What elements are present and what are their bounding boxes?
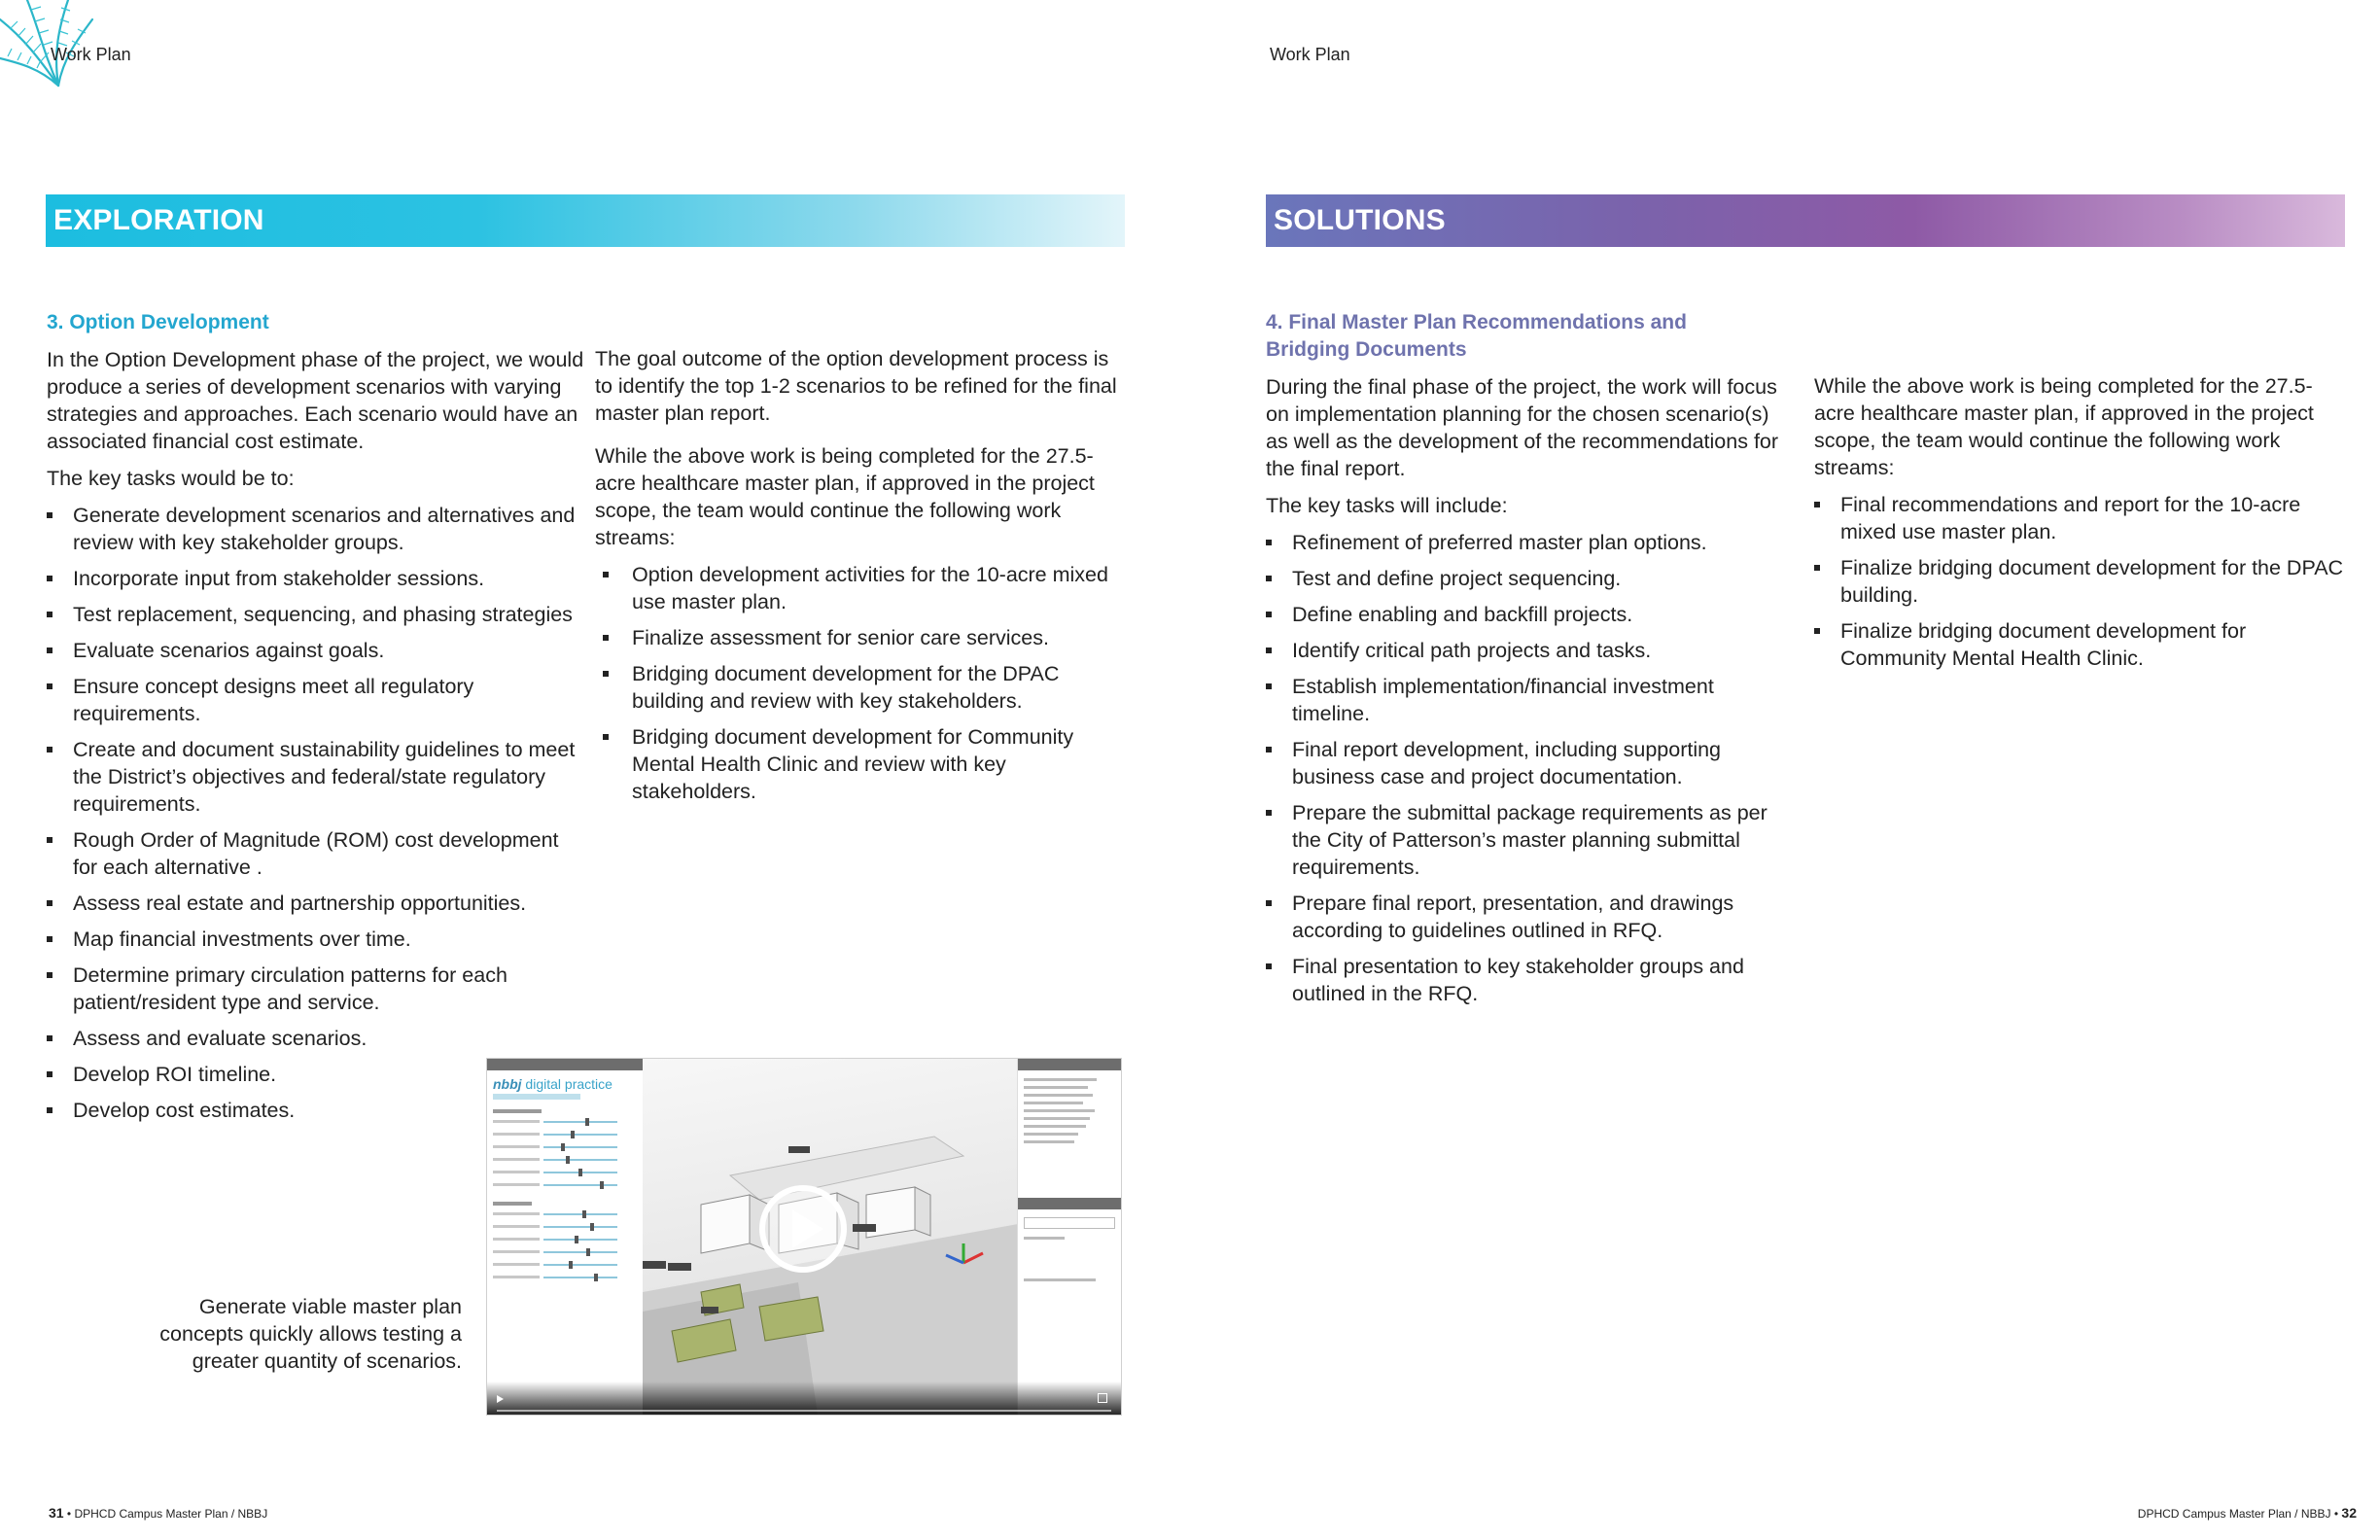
list-item: Finalize assessment for senior care services. [595, 624, 1120, 651]
slider[interactable] [493, 1260, 637, 1270]
stats-table [1024, 1078, 1115, 1143]
section-banner-solutions: SOLUTIONS [1266, 194, 2345, 247]
slider[interactable] [493, 1142, 637, 1152]
slider[interactable] [493, 1130, 637, 1139]
section-heading: 3. Option Development [47, 311, 269, 333]
list-item: Assess real estate and partnership opportunities. [47, 890, 587, 917]
list-item: Map financial investments over time. [47, 926, 587, 953]
tasks-lead: The key tasks will include: [1266, 494, 1508, 517]
list-item: Option development activities for the 10-acre mixed use master plan. [595, 561, 1120, 615]
toolkit-brand: nbbj digital practice [493, 1076, 612, 1092]
page-number: 32 [2341, 1505, 2357, 1521]
list-item: Finalize bridging document development for the DPAC building. [1814, 554, 2345, 609]
toolkit-subtitle-mark [493, 1094, 580, 1100]
list-item: Refinement of preferred master plan options. [1266, 529, 1796, 556]
3d-site-model [643, 1059, 1018, 1415]
continue-paragraph: While the above work is being completed for the 27.5-acre healthcare master plan, if approved in the project scope, the team would continue the following work streams: [1814, 374, 2314, 479]
continue-paragraph: While the above work is being completed for the 27.5-acre healthcare master plan, if approved in the project scope, the team would continue the following work streams: [595, 444, 1095, 549]
intro-paragraph: During the final phase of the project, the work will focus on implementation planning for the chosen scenario(s) as well as the development of the recommendations for the final report. [1266, 375, 1779, 480]
video-controls[interactable] [487, 1382, 1121, 1415]
list-item: Define enabling and backfill projects. [1266, 601, 1796, 628]
slider[interactable] [493, 1247, 637, 1257]
slider[interactable] [493, 1222, 637, 1232]
panel-titlebar [1018, 1198, 1121, 1209]
slider[interactable] [493, 1180, 637, 1190]
list-item: Prepare final report, presentation, and drawings according to guidelines outlined in RFQ. [1266, 890, 1796, 944]
list-item: Create and document sustainability guidelines to meet the District’s objectives and federal/state regulatory requirements. [47, 736, 587, 818]
fullscreen-icon[interactable] [1098, 1393, 1107, 1403]
slider[interactable] [493, 1235, 637, 1244]
footer-title: DPHCD Campus Master Plan / NBBJ [2137, 1507, 2331, 1521]
section-heading: 4. Final Master Plan Recommendations and Bridging Documents [1266, 311, 1687, 361]
task-list [1266, 529, 1796, 1007]
toolkit-video[interactable] [486, 1058, 1122, 1416]
list-item: Identify critical path projects and tasks. [1266, 637, 1796, 664]
footer-right: DPHCD Campus Master Plan / NBBJ • 32 [2137, 1505, 2357, 1521]
list-item: Rough Order of Magnitude (ROM) cost development for each alternative . [47, 826, 587, 881]
right-column-2 [1814, 372, 2345, 681]
list-item: Develop cost estimates. [47, 1097, 587, 1124]
tasks-lead: The key tasks would be to: [47, 467, 295, 490]
page-number: 31 [49, 1505, 64, 1521]
left-column-1 [47, 309, 587, 1133]
list-item: Test replacement, sequencing, and phasing strategies [47, 601, 587, 628]
list-item: Generate development scenarios and alternatives and review with key stakeholder groups. [47, 502, 587, 556]
right-column-1 [1266, 309, 1796, 1016]
intro-paragraph: In the Option Development phase of the project, we would produce a series of development scenarios with varying strategies and approaches. Each scenario would have an associated financial cost estimate. [47, 348, 584, 453]
footer-left: 31 • DPHCD Campus Master Plan / NBBJ [49, 1505, 268, 1521]
list-item: Establish implementation/financial investment timeline. [1266, 673, 1796, 727]
section-label-mark [493, 1202, 532, 1206]
list-item: Evaluate scenarios against goals. [47, 637, 587, 664]
goal-paragraph: The goal outcome of the option development process is to identify the top 1-2 scenarios to be refined for the final master plan report. [595, 347, 1117, 425]
section-label-mark [493, 1109, 542, 1113]
list-item: Assess and evaluate scenarios. [47, 1025, 587, 1052]
slider[interactable] [493, 1168, 637, 1177]
running-head: Work Plan [1270, 45, 1350, 64]
list-item: Bridging document development for Community Mental Health Clinic and review with key stakeholders. [595, 723, 1120, 805]
list-item: Finalize bridging document development for Community Mental Health Clinic. [1814, 617, 2345, 672]
task-list [47, 502, 587, 1124]
play-control-icon[interactable] [497, 1395, 504, 1403]
right-page [1190, 0, 2380, 1540]
slider[interactable] [493, 1209, 637, 1219]
list-item: Incorporate input from stakeholder sessions. [47, 565, 587, 592]
list-item: Develop ROI timeline. [47, 1061, 587, 1088]
slider[interactable] [493, 1155, 637, 1165]
list-item: Bridging document development for the DPAC building and review with key stakeholders. [595, 660, 1120, 715]
type-select[interactable] [1024, 1217, 1115, 1229]
section-banner-exploration: EXPLORATION [46, 194, 1125, 247]
list-item: Final recommendations and report for the 10-acre mixed use master plan. [1814, 491, 2345, 545]
list-item: Prepare the submittal package requirements as per the City of Patterson’s master planning submittal requirements. [1266, 799, 1796, 881]
list-item: Final presentation to key stakeholder groups and outlined in the RFQ. [1266, 953, 1796, 1007]
list-item: Test and define project sequencing. [1266, 565, 1796, 592]
list-item: Ensure concept designs meet all regulatory requirements. [47, 673, 587, 727]
slider[interactable] [493, 1117, 637, 1127]
left-column-2 [595, 345, 1120, 814]
progress-bar[interactable] [497, 1410, 1111, 1412]
list-item: Final report development, including supporting business case and project documentation. [1266, 736, 1796, 790]
panel-titlebar [487, 1059, 643, 1070]
work-stream-list [595, 561, 1120, 805]
site-model-graphic [643, 1059, 1018, 1415]
work-stream-list [1814, 491, 2345, 672]
running-head: Work Plan [51, 45, 131, 64]
project-stats-panel [1017, 1059, 1121, 1415]
toolkit-side-panel [487, 1059, 644, 1415]
footer-title: DPHCD Campus Master Plan / NBBJ [74, 1507, 268, 1521]
figure-caption: Generate viable master plan concepts quickly allows testing a greater quantity of scenarios. [159, 1295, 462, 1373]
panel-titlebar [1018, 1059, 1121, 1070]
list-item: Determine primary circulation patterns for each patient/resident type and service. [47, 962, 587, 1016]
slider[interactable] [493, 1273, 637, 1282]
